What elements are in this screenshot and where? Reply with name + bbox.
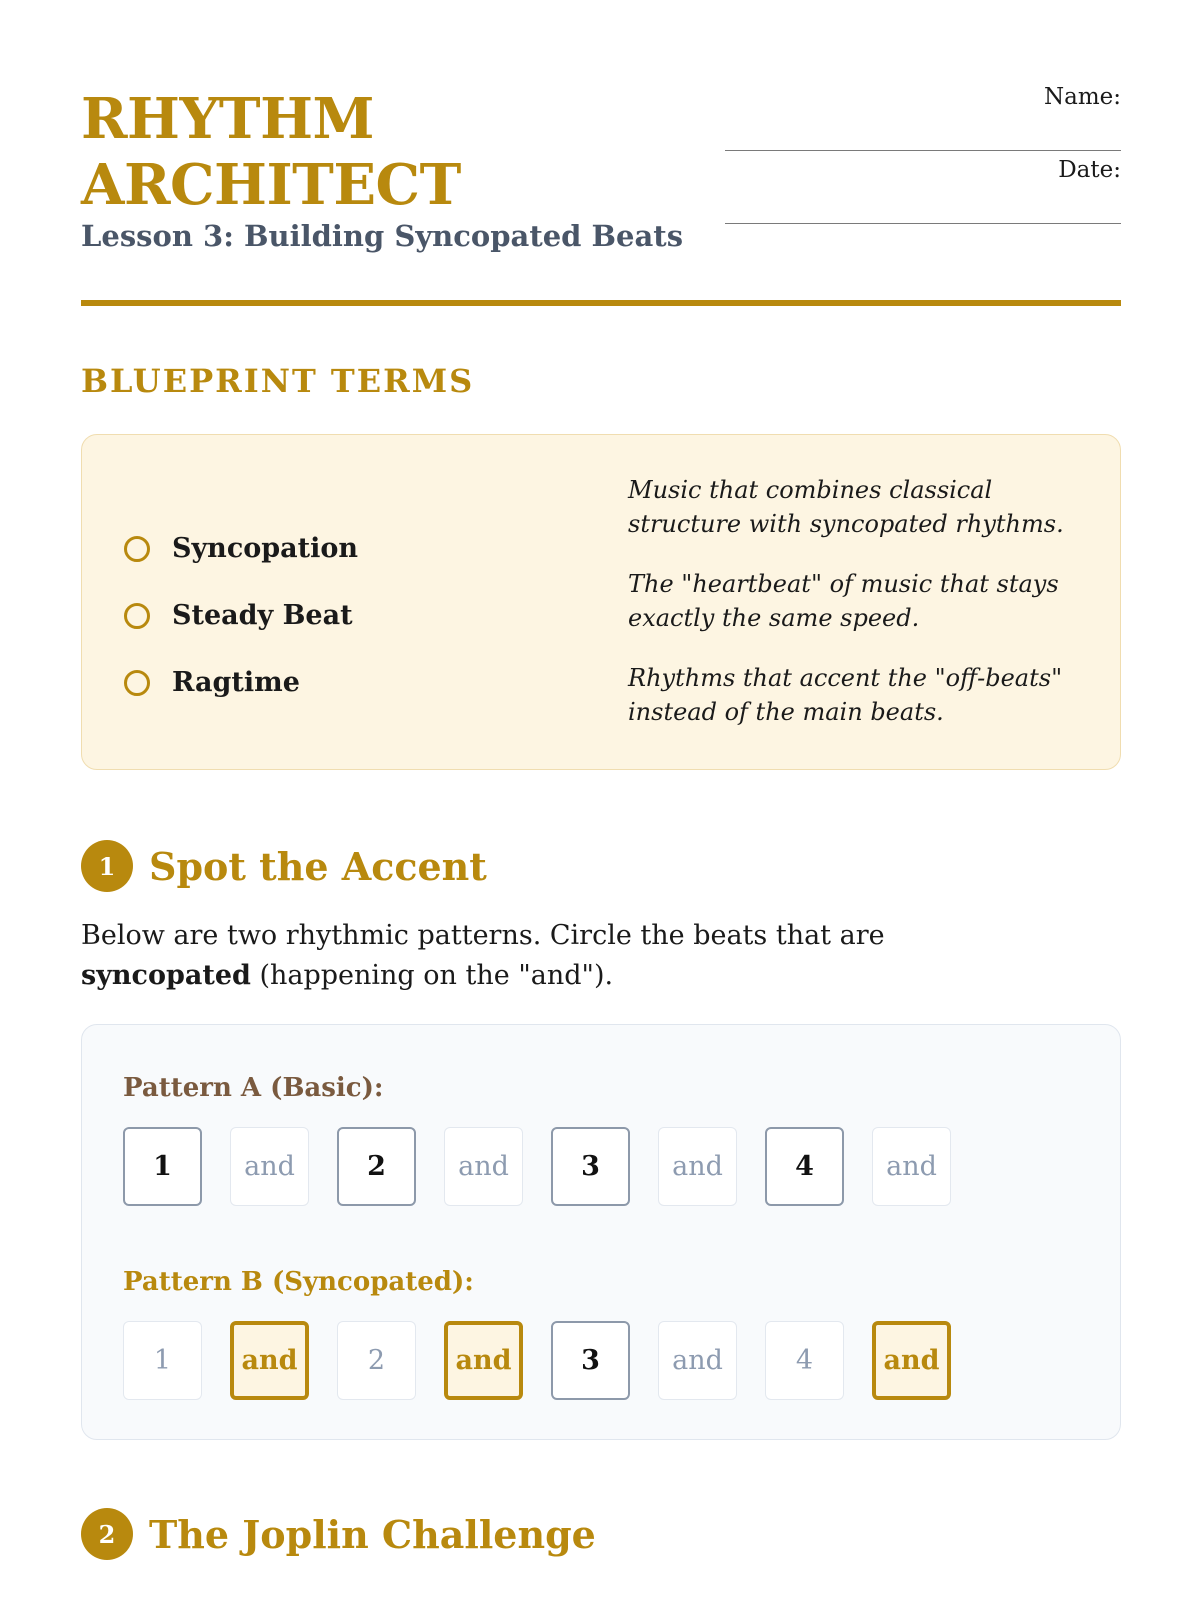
worksheet-title <box>81 86 461 218</box>
beat-box[interactable]: and <box>444 1127 523 1206</box>
pattern-box <box>81 1024 1121 1440</box>
terms-box <box>81 434 1121 770</box>
date-label: Date: <box>1058 157 1121 183</box>
beat-box-accented[interactable]: and <box>872 1321 951 1400</box>
section-1-heading <box>81 840 487 892</box>
date-write-line[interactable] <box>725 223 1121 224</box>
header-divider <box>81 300 1121 306</box>
pattern-b-label: Pattern B (Syncopated): <box>123 1267 474 1297</box>
instruction-text-end: (happening on the "and"). <box>250 960 614 991</box>
term-match-circle-icon[interactable] <box>124 670 150 696</box>
pattern-a-beats <box>123 1127 979 1206</box>
section-number-badge: 1 <box>81 840 133 892</box>
definition-item: The "heartbeat" of music that stays exactly the same speed. <box>628 570 1059 632</box>
term-match-circle-icon[interactable] <box>124 603 150 629</box>
beat-box[interactable]: and <box>230 1127 309 1206</box>
beat-box[interactable]: 2 <box>337 1321 416 1400</box>
beat-box-accented[interactable]: and <box>230 1321 309 1400</box>
section-title: Spot the Accent <box>149 843 487 889</box>
definition-item: Music that combines classical structure with syncopated rhythms. <box>628 476 1064 538</box>
name-field[interactable] <box>721 80 1121 153</box>
beat-box[interactable]: 3 <box>551 1127 630 1206</box>
term-list <box>124 515 358 716</box>
beat-box[interactable]: 4 <box>765 1127 844 1206</box>
name-label: Name: <box>1043 84 1121 110</box>
pattern-a-label: Pattern A (Basic): <box>123 1073 384 1103</box>
title-line-2: ARCHITECT <box>81 152 461 218</box>
name-write-line[interactable] <box>725 150 1121 151</box>
beat-box[interactable]: 2 <box>337 1127 416 1206</box>
title-line-1: RHYTHM <box>81 86 374 152</box>
beat-box[interactable]: 4 <box>765 1321 844 1400</box>
beat-box[interactable]: and <box>658 1127 737 1206</box>
pattern-b-beats <box>123 1321 979 1400</box>
instruction-emphasis: syncopated <box>81 960 251 991</box>
section-1-instructions <box>81 916 981 996</box>
worksheet-header <box>81 0 1121 306</box>
term-word: Ragtime <box>172 667 300 698</box>
date-field[interactable] <box>721 153 1121 226</box>
beat-box[interactable]: 3 <box>551 1321 630 1400</box>
term-word: Syncopation <box>172 533 359 564</box>
term-match-circle-icon[interactable] <box>124 536 150 562</box>
definition-item: Rhythms that accent the "off-beats" instead of the main beats. <box>628 664 1063 726</box>
section-number-badge: 2 <box>81 1508 133 1560</box>
beat-box[interactable]: 1 <box>123 1127 202 1206</box>
lesson-subtitle: Lesson 3: Building Syncopated Beats <box>81 219 684 253</box>
terms-heading: BLUEPRINT TERMS <box>81 362 475 400</box>
section-2-heading <box>81 1508 596 1560</box>
term-item[interactable] <box>124 582 358 649</box>
beat-box[interactable]: and <box>658 1321 737 1400</box>
worksheet-page <box>81 0 1121 1557</box>
instruction-text: Below are two rhythmic patterns. Circle the beats that are <box>81 920 885 951</box>
term-word: Steady Beat <box>172 600 353 631</box>
definition-list <box>628 473 1088 755</box>
beat-box[interactable]: and <box>872 1127 951 1206</box>
term-item[interactable] <box>124 515 358 582</box>
section-title: The Joplin Challenge <box>149 1511 596 1557</box>
beat-box[interactable]: 1 <box>123 1321 202 1400</box>
term-item[interactable] <box>124 649 358 716</box>
beat-box-accented[interactable]: and <box>444 1321 523 1400</box>
student-info <box>721 80 1121 226</box>
